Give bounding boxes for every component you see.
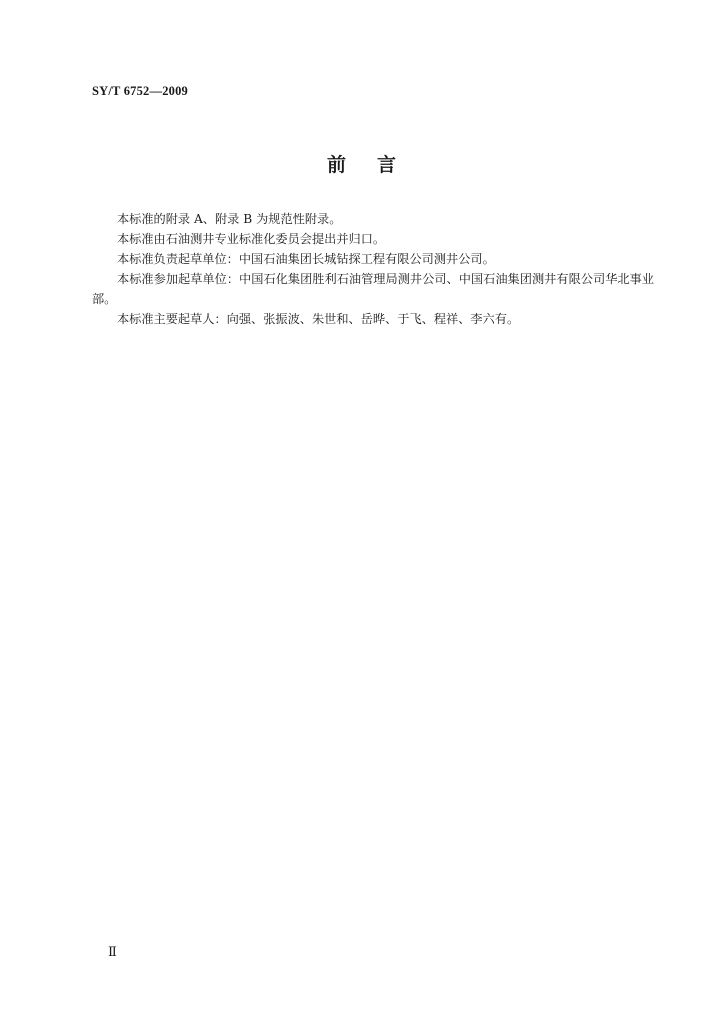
title-char-2: 言 (377, 154, 398, 176)
paragraph-lead-drafter: 本标准负责起草单位：中国石油集团长城钻探工程有限公司测井公司。 (117, 252, 495, 266)
paragraph-appendix: 本标准的附录 A、附录 B 为规范性附录。 (117, 212, 342, 226)
paragraph-proposer: 本标准由石油测井专业标准化委员会提出并归口。 (117, 232, 386, 246)
foreword-body (92, 209, 654, 329)
paragraph-participating-drafters: 本标准参加起草单位：中国石化集团胜利石油管理局测井公司、中国石油集团测井有限公司华北事业部。 (92, 272, 654, 306)
page-number: Ⅱ (108, 944, 117, 959)
page-title (0, 150, 724, 177)
title-char-1: 前 (326, 154, 347, 176)
paragraph-main-drafters: 本标准主要起草人：向强、张振波、朱世和、岳晔、于飞、程祥、李六有。 (117, 312, 520, 326)
document-code: SY/T 6752—2009 (92, 84, 188, 98)
